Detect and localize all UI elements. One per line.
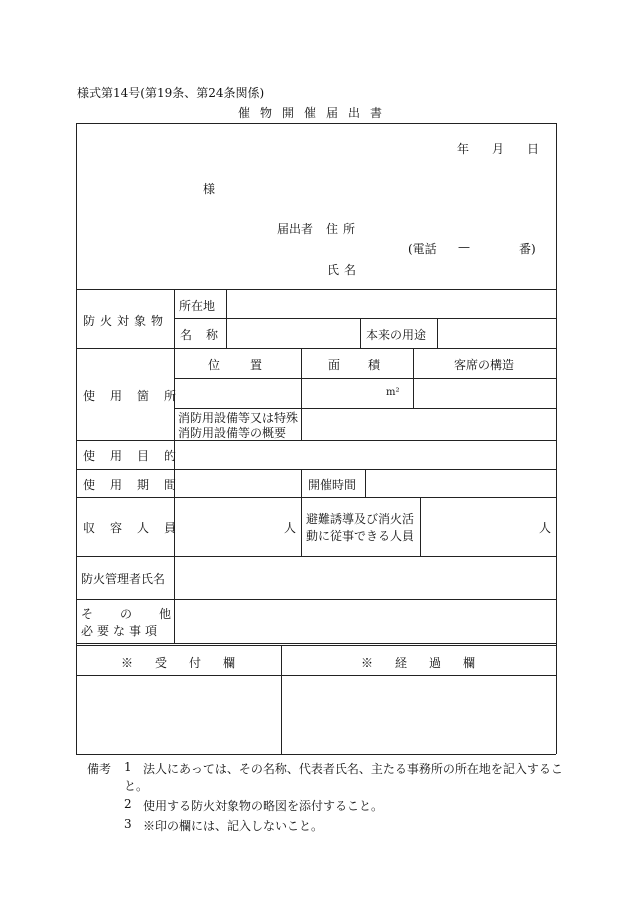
phone-dash: — xyxy=(458,240,470,254)
fire-target-label: 防火対象物 xyxy=(83,314,169,328)
date-day-label: 日 xyxy=(527,142,540,156)
period-label: 使用期間 xyxy=(83,478,192,492)
address-label: 住所 xyxy=(326,222,361,236)
notifier-label: 届出者 xyxy=(277,222,314,236)
note-1-number: 1 xyxy=(124,760,132,774)
position-label: 位置 xyxy=(208,358,293,372)
capacity-label: 収容人員 xyxy=(83,521,192,535)
note-2-number: 2 xyxy=(124,797,132,811)
form-style-number: 様式第14号(第19条、第24条関係) xyxy=(77,86,265,100)
seating-structure-label: 客席の構造 xyxy=(454,358,515,372)
note-1-continuation: と。 xyxy=(124,779,149,793)
other-label-line2: 必要な事項 xyxy=(81,624,162,638)
usage-area-label: 使用箇所 xyxy=(83,389,192,403)
capacity-unit: 人 xyxy=(284,521,297,535)
original-use-label: 本来の用途 xyxy=(366,328,427,342)
facility-name-label: 名称 xyxy=(180,328,233,342)
fire-manager-label: 防火管理者氏名 xyxy=(81,572,166,586)
floor-area-label: 面積 xyxy=(328,358,409,372)
equipment-label-line2: 消防用設備等の概要 xyxy=(178,426,287,440)
purpose-label: 使用目的 xyxy=(83,449,192,463)
note-3-number: 3 xyxy=(124,817,132,831)
name-label: 氏名 xyxy=(327,263,362,277)
progress-column-label: ※経過欄 xyxy=(361,656,498,670)
note-2-text: 使用する防火対象物の略図を添付すること。 xyxy=(143,799,384,813)
other-label-line1: その他 xyxy=(81,607,199,621)
area-unit: m² xyxy=(386,387,400,398)
evacuation-staff-label-line1: 避難誘導及び消火活 xyxy=(306,512,415,526)
date-month-label: 月 xyxy=(492,142,505,156)
location-label: 所在地 xyxy=(179,299,216,313)
notes-heading: 備考 xyxy=(87,762,112,776)
note-3-text: ※印の欄には、記入しないこと。 xyxy=(143,819,324,833)
phone-close: 番) xyxy=(519,242,536,256)
phone-open: (電話 xyxy=(408,242,437,256)
event-hours-label: 開催時間 xyxy=(308,478,357,492)
date-year-label: 年 xyxy=(457,142,470,156)
note-1-text: 法人にあっては、その名称、代表者氏名、主たる事務所の所在地を記入するこ xyxy=(143,762,563,776)
evacuation-staff-unit: 人 xyxy=(539,521,552,535)
form-title: 催物開催届出書 xyxy=(238,106,393,120)
addressee-suffix: 様 xyxy=(203,182,216,196)
reception-column-label: ※受付欄 xyxy=(121,656,258,670)
evacuation-staff-label-line2: 動に従事できる人員 xyxy=(306,529,415,543)
equipment-label-line1: 消防用設備等又は特殊 xyxy=(178,411,299,425)
